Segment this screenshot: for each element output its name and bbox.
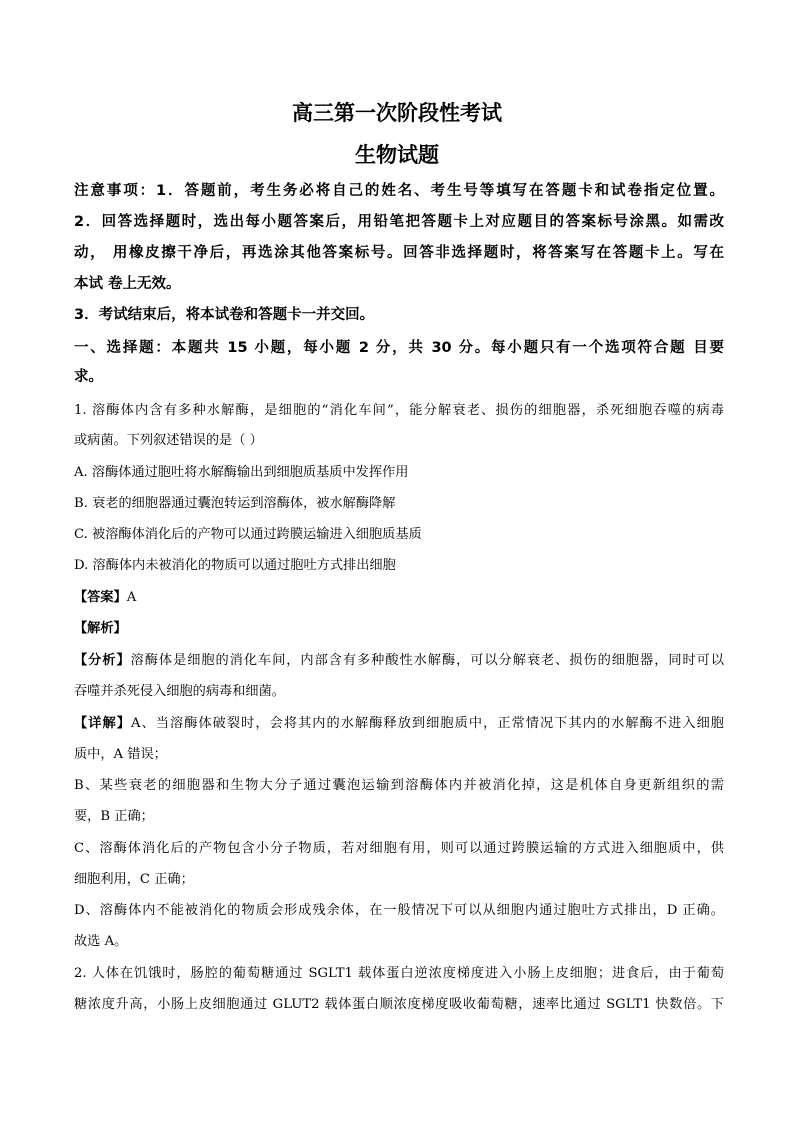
q1-fenxi-line-1 — [74, 652, 724, 670]
q1-detail-line-4: 要，B 正确； — [74, 809, 154, 824]
q1-detail-line-7: D、溶酶体内不能被消化的物质会形成残余体，在一般情况下可以从细胞内通过胞吐方式排出，D 正确。 — [74, 903, 724, 918]
q1-detail-line-5: C、溶酶体消化后的产物包含小分子物质，若对细胞有用，则可以通过跨膜运输的方式进入细胞质中，供 — [74, 841, 724, 856]
detail-text-1: A、当溶酶体破裂时，会将其内的水解酶释放到细胞质中，正常情况下其内的水解酶不进入细胞 — [130, 716, 724, 731]
q1-detail-line-8: 故选 A。 — [74, 934, 128, 949]
section-heading-line-2: 求。 — [74, 369, 103, 385]
q1-option-c: C. 被溶酶体消化后的产物可以通过跨膜运输进入细胞质基质 — [74, 527, 422, 542]
q1-analysis-heading — [74, 620, 724, 638]
q1-fenxi-line-2: 吞噬并杀死侵入细胞的病毒和细菌。 — [74, 684, 285, 699]
answer-tag: 【答案】 — [74, 590, 127, 605]
exam-subject-title: 生物试题 — [355, 143, 439, 167]
exam-title: 高三第一次阶段性考试 — [292, 101, 502, 125]
section-heading-line-1: 一、选择题：本题共 15 小题，每小题 2 分，共 30 分。每小题只有一个选项符合题 目要 — [74, 340, 724, 356]
q1-option-b: B. 衰老的细胞器通过囊泡转运到溶酶体，被水解酶降解 — [74, 496, 396, 511]
q1-detail-line-6: 细胞利用，C 正确； — [74, 872, 194, 887]
analysis-tag: 【解析】 — [74, 621, 127, 636]
fenxi-text-1: 溶酶体是细胞的消化车间，内部含有多种酸性水解酶，可以分解衰老、损伤的细胞器，同时可以 — [130, 653, 724, 668]
q1-stem-line-1: 1. 溶酶体内含有多种水解酶，是细胞的“消化车间”，能分解衰老、损伤的细胞器，杀死细胞吞噬的病毒 — [74, 403, 724, 418]
q1-option-a: A. 溶酶体通过胞吐将水解酶输出到细胞质基质中发挥作用 — [74, 465, 409, 480]
q1-stem-line-2: 或病菌。下列叙述错误的是（ ） — [74, 433, 263, 448]
q1-detail-line-1 — [74, 715, 724, 733]
notice-line-5: 3．考试结束后，将本试卷和答题卡一并交回。 — [74, 307, 375, 323]
notice-line-1: 注意事项：1．答题前，考生务必将自己的姓名、考生号等填写在答题卡和试卷指定位置。 — [74, 183, 724, 199]
q2-stem-line-1: 2. 人体在饥饿时，肠腔的葡萄糖通过 SGLT1 载体蛋白逆浓度梯度进入小肠上皮细胞；进食后，由于葡萄 — [74, 966, 724, 981]
detail-tag: 【详解】 — [74, 716, 131, 731]
notice-line-3: 动， 用橡皮擦干净后，再选涂其他答案标号。回答非选择题时，将答案写在答题卡上。写在 — [74, 245, 724, 261]
answer-value: A — [126, 590, 137, 605]
q1-detail-line-2: 质中，A 错误； — [74, 747, 167, 762]
q2-stem-line-2: 糖浓度升高，小肠上皮细胞通过 GLUT2 载体蛋白顺浓度梯度吸收葡萄糖，速率比通过 SGLT1 快数倍。下 — [74, 997, 724, 1012]
notice-line-4: 本试 卷上无效。 — [74, 276, 181, 292]
notice-line-2: 2．回答选择题时，选出每小题答案后，用铅笔把答题卡上对应题目的答案标号涂黑。如需改 — [74, 214, 724, 230]
q1-detail-line-3: B、某些衰老的细胞器和生物大分子通过囊泡运输到溶酶体内并被消化掉，这是机体自身更新组织的需 — [74, 778, 724, 793]
fenxi-tag: 【分析】 — [74, 653, 131, 668]
q1-option-d: D. 溶酶体内未被消化的物质可以通过胞吐方式排出细胞 — [74, 558, 396, 573]
q1-answer — [74, 589, 724, 607]
